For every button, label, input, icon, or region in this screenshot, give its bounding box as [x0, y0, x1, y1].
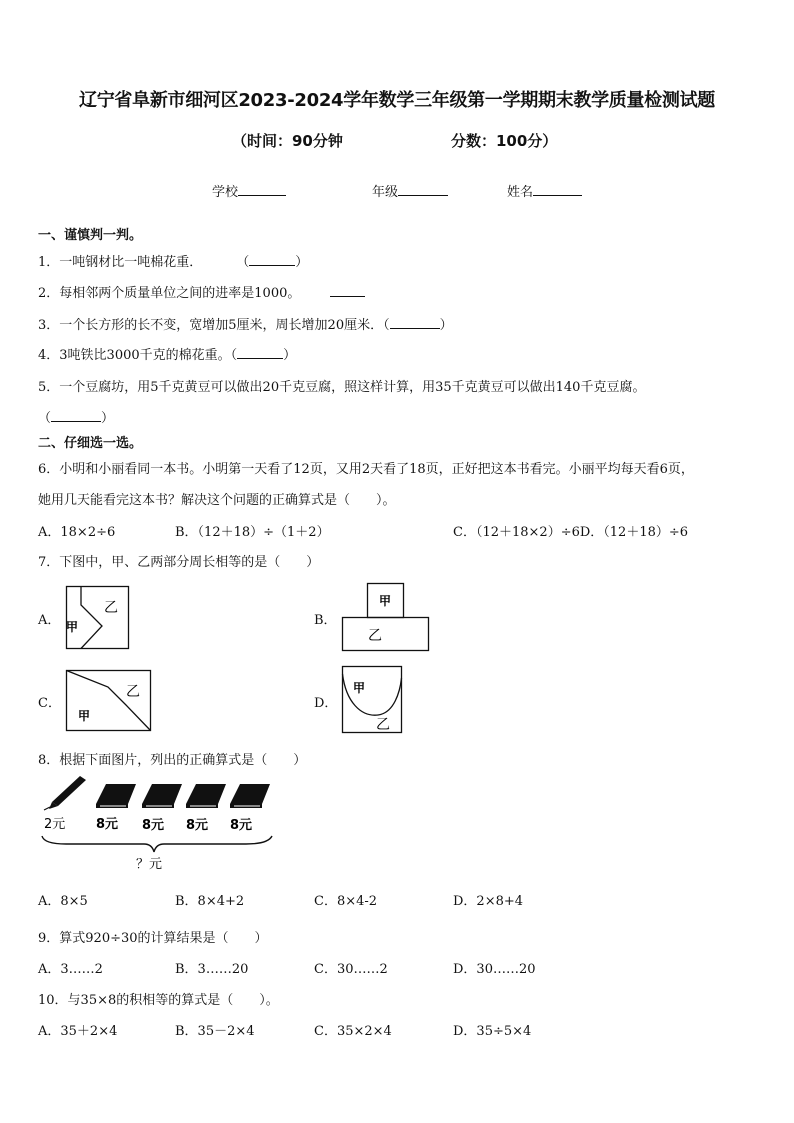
q9-option-c[interactable]: C．30……2 [314, 962, 388, 977]
q7d-label-jia: 甲 [353, 681, 366, 695]
question-6-line2: 她用几天能看完这本书？解决这个问题的正确算式是（ ）。 [38, 493, 396, 508]
q10-option-a[interactable]: A．35＋2×4 [38, 1024, 118, 1039]
q7-option-a-label[interactable]: A． [38, 613, 61, 628]
q3-paren-close: ） [439, 318, 453, 333]
q7b-label-yi: 乙 [368, 628, 382, 644]
q2-answer-blank[interactable] [330, 284, 365, 297]
q4-answer-blank[interactable] [237, 346, 283, 359]
question-5-answer [38, 407, 114, 426]
question-5: 5．一个豆腐坊，用5千克黄豆可以做出20千克豆腐，照这样计算，用35千克黄豆可以做出140千克豆腐。 [38, 380, 646, 395]
q9-option-b[interactable]: B．3……20 [175, 962, 249, 977]
q7-figure-c [60, 665, 156, 735]
q7b-label-jia: 甲 [379, 594, 392, 608]
book-icon-1 [96, 784, 136, 808]
q1-paren-close: ） [295, 255, 309, 270]
q6-option-b[interactable]: B．（12＋18）÷（1＋2） [175, 525, 330, 540]
q8-option-a[interactable]: A．8×5 [38, 894, 88, 909]
q7a-label-yi: 乙 [104, 600, 118, 616]
price-total: ？元 [136, 857, 163, 872]
price-book-2: 8元 [142, 818, 165, 833]
price-book-4: 8元 [230, 818, 253, 833]
q7-option-d-label[interactable]: D． [314, 696, 338, 711]
q5-paren-open: （ [38, 411, 52, 426]
book-icon-4 [230, 784, 270, 808]
q7-option-b-label[interactable]: B． [314, 613, 337, 628]
q1-answer-blank[interactable] [249, 253, 295, 266]
q8-figure [36, 772, 280, 876]
section2-heading: 二、仔细选一选。 [38, 436, 143, 451]
q7-figure-a [60, 583, 135, 653]
q3-answer-blank[interactable] [390, 316, 440, 329]
school-field [212, 181, 286, 200]
question-4 [38, 344, 296, 363]
question-7: 7．下图中，甲、乙两部分周长相等的是（ ） [38, 555, 320, 570]
question-3 [38, 314, 453, 333]
question-4-text: 4．3吨铁比3000千克的棉花重。（ [38, 348, 238, 363]
q8-option-b[interactable]: B．8×4+2 [175, 894, 245, 909]
school-blank[interactable] [238, 183, 286, 196]
q6-option-cd[interactable]: C．（12＋18×2）÷6D．（12＋18）÷6 [453, 525, 689, 540]
q4-paren-close: ） [283, 348, 297, 363]
question-2 [38, 282, 365, 301]
grade-label: 年级 [372, 185, 399, 200]
q5-paren-close: ） [101, 411, 115, 426]
price-book-1: 8元 [96, 817, 119, 832]
pencil-icon [44, 776, 86, 810]
question-9: 9．算式920÷30的计算结果是（ ） [38, 931, 268, 946]
question-6-line1: 6．小明和小丽看同一本书。小明第一天看了12页，又用2天看了18页，正好把这本书看完。小丽平均每天看6页， [38, 462, 694, 477]
q7-option-c-label[interactable]: C． [38, 696, 61, 711]
question-10: 10．与35×8的积相等的算式是（ ）。 [38, 993, 279, 1008]
name-blank[interactable] [533, 183, 582, 196]
q1-paren-open: （ [236, 255, 250, 270]
price-book-3: 8元 [186, 818, 209, 833]
grade-blank[interactable] [398, 183, 448, 196]
q7a-label-jia: 甲 [66, 620, 79, 634]
q8-option-d[interactable]: D．2×8+4 [453, 894, 524, 909]
book-icon-3 [186, 784, 226, 808]
section1-heading: 一、谨慎判一判。 [38, 228, 143, 243]
question-8: 8．根据下面图片，列出的正确算式是（ ） [38, 753, 307, 768]
question-1-text: 1．一吨钢材比一吨棉花重． [38, 255, 203, 270]
exam-score: 分数：100分） [451, 132, 558, 150]
q7c-label-yi: 乙 [126, 684, 140, 700]
q8-option-c[interactable]: C．8×4-2 [314, 894, 378, 909]
q10-option-c[interactable]: C．35×2×4 [314, 1024, 392, 1039]
q6-option-a[interactable]: A．18×2÷6 [38, 525, 116, 540]
total-brace [42, 836, 272, 852]
page-title: 辽宁省阜新市细河区2023-2024学年数学三年级第一学期期末教学质量检测试题 [79, 90, 715, 111]
q7-figure-b [338, 580, 432, 654]
q7d-label-yi: 乙 [376, 717, 390, 733]
q9-option-a[interactable]: A．3……2 [38, 962, 103, 977]
question-3-text: 3．一个长方形的长不变，宽增加5厘米，周长增加20厘米．（ [38, 318, 390, 333]
q7c-label-jia: 甲 [78, 709, 91, 723]
q5-answer-blank[interactable] [51, 409, 101, 422]
question-1 [38, 251, 308, 270]
name-label: 姓名 [507, 185, 534, 200]
q10-option-d[interactable]: D．35÷5×4 [453, 1024, 532, 1039]
q10-option-b[interactable]: B．35－2×4 [175, 1024, 255, 1039]
grade-field [372, 181, 448, 200]
price-pencil: 2元 [44, 817, 66, 832]
exam-time: （时间：90分钟 [232, 132, 343, 150]
school-label: 学校 [212, 185, 239, 200]
name-field [507, 181, 582, 200]
q7-figure-d [336, 662, 408, 736]
question-2-text: 2．每相邻两个质量单位之间的进率是1000。 [38, 286, 301, 301]
q9-option-d[interactable]: D．30……20 [453, 962, 536, 977]
book-icon-2 [142, 784, 182, 808]
